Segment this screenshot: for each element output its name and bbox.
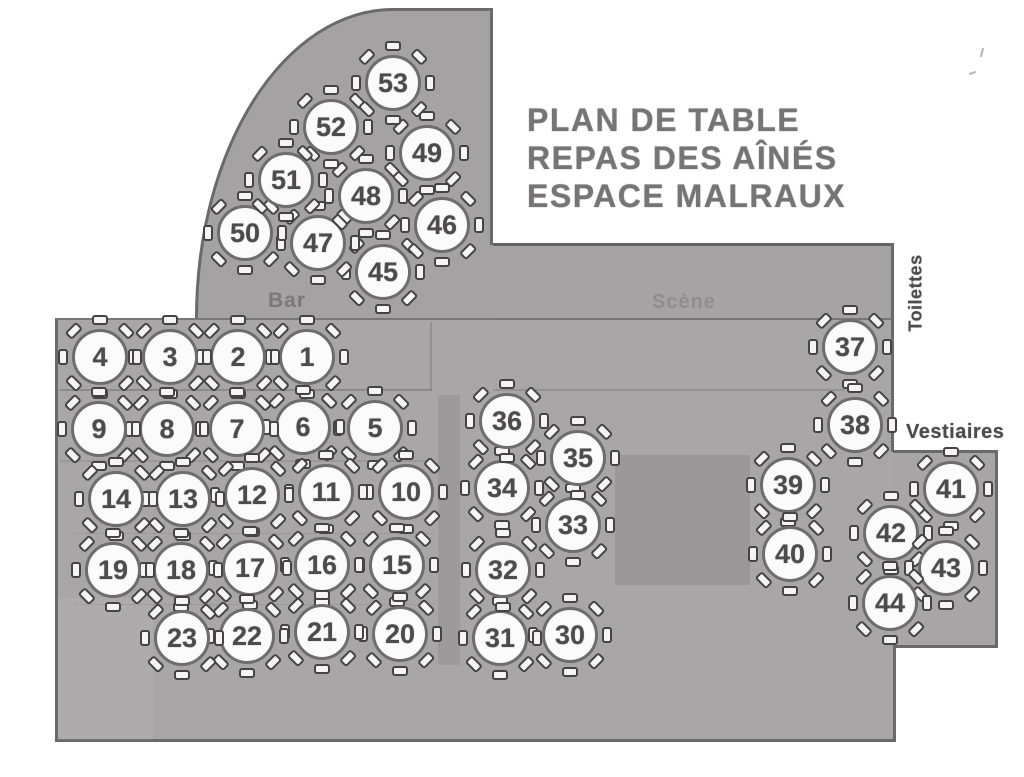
chair-icon xyxy=(351,75,361,91)
table-number: 10 xyxy=(378,464,434,520)
scene-label: Scène xyxy=(652,291,716,313)
chair-icon xyxy=(605,517,615,533)
chair-icon xyxy=(148,491,158,507)
chair-icon xyxy=(339,349,349,365)
chair-icon xyxy=(565,557,581,567)
table-number: 49 xyxy=(399,125,455,181)
chair-icon xyxy=(882,635,898,645)
table-number: 8 xyxy=(139,401,195,457)
chair-icon xyxy=(780,443,796,453)
chair-icon xyxy=(415,264,425,280)
chair-icon xyxy=(145,562,155,578)
chair-icon xyxy=(174,670,190,680)
chair-icon xyxy=(215,491,225,507)
chair-icon xyxy=(820,477,830,493)
chair-icon xyxy=(425,75,435,91)
chair-icon xyxy=(407,420,417,436)
table-number: 21 xyxy=(294,604,350,660)
chair-icon xyxy=(602,627,612,643)
table-number: 37 xyxy=(822,319,878,375)
chair-icon xyxy=(398,450,414,460)
chair-icon xyxy=(237,191,253,201)
chair-icon xyxy=(808,339,818,355)
chair-icon xyxy=(398,188,408,204)
chair-icon xyxy=(746,477,756,493)
chair-icon xyxy=(131,421,141,437)
chair-icon xyxy=(813,417,823,433)
chair-icon xyxy=(140,630,150,646)
chair-icon xyxy=(458,630,468,646)
chair-icon xyxy=(429,557,439,573)
chair-icon xyxy=(887,417,897,433)
table-number: 44 xyxy=(862,575,918,631)
chair-icon xyxy=(392,592,408,602)
chair-icon xyxy=(385,145,395,161)
chair-icon xyxy=(978,560,988,576)
table-number: 51 xyxy=(258,152,314,208)
chair-icon xyxy=(214,630,224,646)
chair-icon xyxy=(354,557,364,573)
chair-icon xyxy=(461,562,471,578)
chair-icon xyxy=(460,480,470,496)
chair-icon xyxy=(358,484,368,500)
table-number: 13 xyxy=(155,471,211,527)
chair-icon xyxy=(244,453,260,463)
chair-icon xyxy=(539,413,549,429)
chair-icon xyxy=(842,305,858,315)
chair-icon xyxy=(492,670,508,680)
table-number: 34 xyxy=(474,460,530,516)
chair-icon xyxy=(494,520,510,530)
chair-icon xyxy=(610,450,620,466)
table-number: 16 xyxy=(294,537,350,593)
chair-icon xyxy=(299,315,315,325)
table-number: 48 xyxy=(338,168,394,224)
table-number: 31 xyxy=(472,610,528,666)
chair-icon xyxy=(237,265,253,275)
table-number: 17 xyxy=(222,540,278,596)
chair-icon xyxy=(58,349,68,365)
chair-icon xyxy=(74,491,84,507)
chair-icon xyxy=(848,595,858,611)
chair-icon xyxy=(239,668,255,678)
chair-icon xyxy=(438,484,448,500)
table-number: 18 xyxy=(153,542,209,598)
chair-icon xyxy=(562,593,578,603)
table-number: 5 xyxy=(347,400,403,456)
chair-icon xyxy=(849,525,859,541)
chair-icon xyxy=(367,386,383,396)
table-number: 4 xyxy=(72,329,128,385)
chair-icon xyxy=(938,526,954,536)
table-number: 22 xyxy=(219,608,275,664)
chair-icon xyxy=(323,85,339,95)
chair-icon xyxy=(531,517,541,533)
table-number: 30 xyxy=(542,607,598,663)
chair-icon xyxy=(314,590,330,600)
chair-icon xyxy=(213,562,223,578)
chair-icon xyxy=(882,561,898,571)
chair-icon xyxy=(419,185,435,195)
table-number: 2 xyxy=(210,329,266,385)
chair-icon xyxy=(314,523,330,533)
table-number: 38 xyxy=(827,397,883,453)
table-number: 19 xyxy=(85,542,141,598)
chair-icon xyxy=(495,602,511,612)
chair-icon xyxy=(92,315,108,325)
table-number: 53 xyxy=(365,55,421,111)
chair-icon xyxy=(847,457,863,467)
chair-icon xyxy=(108,457,124,467)
table-number: 46 xyxy=(414,197,470,253)
chair-icon xyxy=(91,387,107,397)
chair-icon xyxy=(535,562,545,578)
chair-icon xyxy=(239,594,255,604)
chair-icon xyxy=(202,349,212,365)
chair-icon xyxy=(323,159,339,169)
chair-icon xyxy=(244,172,254,188)
chair-icon xyxy=(385,115,401,125)
chair-icon xyxy=(105,528,121,538)
chair-icon xyxy=(532,630,542,646)
chair-icon xyxy=(392,666,408,676)
table-number: 35 xyxy=(550,430,606,486)
chair-icon xyxy=(289,119,299,135)
chair-icon xyxy=(358,228,374,238)
chair-icon xyxy=(499,379,515,389)
chair-icon xyxy=(159,387,175,397)
chair-icon xyxy=(270,349,280,365)
vestiaires-label: Vestiaires xyxy=(906,421,1005,443)
chair-icon xyxy=(278,212,294,222)
chair-icon xyxy=(922,595,932,611)
table-number: 6 xyxy=(275,399,331,455)
table-number: 9 xyxy=(71,401,127,457)
table-number: 23 xyxy=(154,610,210,666)
table-number: 43 xyxy=(918,540,974,596)
table-number: 11 xyxy=(298,464,354,520)
chair-icon xyxy=(174,596,190,606)
chair-icon xyxy=(499,453,515,463)
chair-icon xyxy=(278,138,294,148)
chair-icon xyxy=(534,480,544,496)
chair-icon xyxy=(295,385,311,395)
chair-icon xyxy=(465,413,475,429)
table-number: 45 xyxy=(355,244,411,300)
chair-icon xyxy=(363,119,373,135)
chair-icon xyxy=(943,447,959,457)
chair-icon xyxy=(536,450,546,466)
chair-icon xyxy=(434,257,450,267)
table-number: 12 xyxy=(224,467,280,523)
table-number: 40 xyxy=(762,526,818,582)
chair-icon xyxy=(318,450,334,460)
chair-icon xyxy=(230,315,246,325)
table-number: 52 xyxy=(303,99,359,155)
chair-icon xyxy=(938,600,954,610)
chair-icon xyxy=(562,667,578,677)
chair-icon xyxy=(277,225,287,241)
title-line-1: PLAN DE TABLE xyxy=(527,102,801,138)
chair-icon xyxy=(173,528,189,538)
chair-icon xyxy=(389,523,405,533)
chair-icon xyxy=(162,315,178,325)
title-line-2: REPAS DES AÎNÉS xyxy=(527,140,838,176)
chair-icon xyxy=(282,560,292,576)
table-number: 32 xyxy=(475,542,531,598)
chair-icon xyxy=(909,481,919,497)
chair-icon xyxy=(385,41,401,51)
chair-icon xyxy=(400,217,410,233)
table-number: 14 xyxy=(88,471,144,527)
chair-icon xyxy=(242,526,258,536)
chair-icon xyxy=(71,562,81,578)
chair-icon xyxy=(432,626,442,642)
table-number: 50 xyxy=(217,205,273,261)
chair-icon xyxy=(324,188,334,204)
title-line-3: ESPACE MALRAUX xyxy=(527,178,847,214)
table-number: 20 xyxy=(372,606,428,662)
chair-icon xyxy=(132,349,142,365)
chair-icon xyxy=(822,546,832,562)
chair-icon xyxy=(459,145,469,161)
table-number: 3 xyxy=(142,329,198,385)
table-number: 39 xyxy=(760,457,816,513)
chair-icon xyxy=(105,602,121,612)
chair-icon xyxy=(57,421,67,437)
table-number: 42 xyxy=(863,505,919,561)
chair-icon xyxy=(335,419,345,435)
table-number: 36 xyxy=(479,393,535,449)
chair-icon xyxy=(310,275,326,285)
chair-icon xyxy=(474,217,484,233)
chair-icon xyxy=(229,387,245,397)
chair-icon xyxy=(175,457,191,467)
chair-icon xyxy=(570,416,586,426)
chair-icon xyxy=(203,225,213,241)
chair-icon xyxy=(314,664,330,674)
chair-icon xyxy=(782,512,798,522)
chair-icon xyxy=(269,421,279,437)
table-number: 1 xyxy=(279,329,335,385)
table-number: 15 xyxy=(369,537,425,593)
chair-icon xyxy=(847,383,863,393)
chair-icon xyxy=(375,230,391,240)
chair-icon xyxy=(284,487,294,503)
chair-icon xyxy=(570,490,586,500)
chair-icon xyxy=(748,546,758,562)
bar-label: Bar xyxy=(268,289,307,312)
chair-icon xyxy=(199,421,209,437)
table-number: 41 xyxy=(923,461,979,517)
chair-icon xyxy=(375,304,391,314)
chair-icon xyxy=(782,586,798,596)
chair-icon xyxy=(279,628,289,644)
toilettes-label: Toilettes xyxy=(905,254,926,332)
table-number: 47 xyxy=(290,215,346,271)
chair-icon xyxy=(318,172,328,188)
chair-icon xyxy=(882,339,892,355)
chair-icon xyxy=(883,491,899,501)
table-number: 7 xyxy=(209,401,265,457)
chair-icon xyxy=(354,624,364,640)
table-number: 33 xyxy=(545,497,601,553)
chair-icon xyxy=(983,481,993,497)
